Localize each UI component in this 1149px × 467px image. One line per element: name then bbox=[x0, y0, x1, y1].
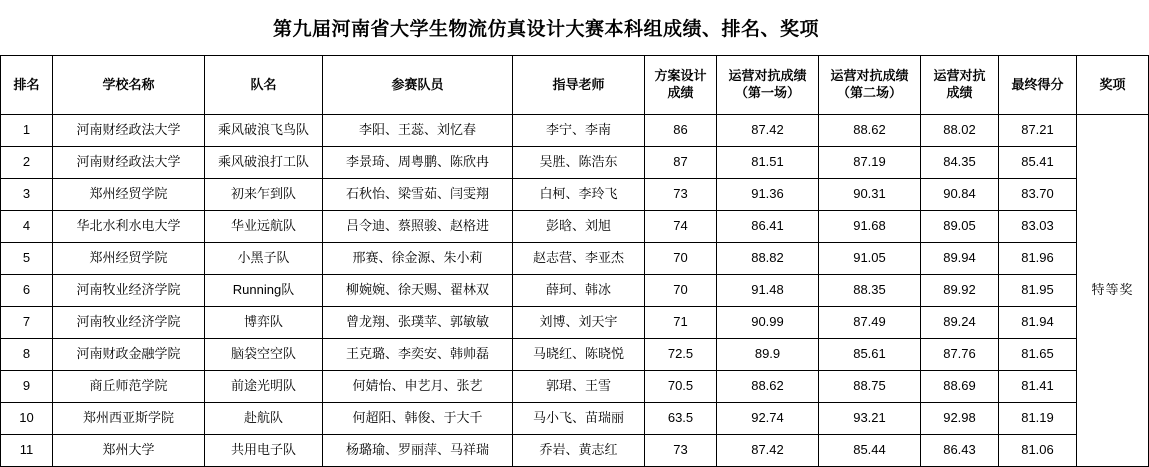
cell-final-score: 83.70 bbox=[999, 179, 1077, 211]
cell-plan-score: 71 bbox=[645, 307, 717, 339]
cell-rank: 4 bbox=[1, 211, 53, 243]
cell-school: 河南牧业经济学院 bbox=[53, 275, 205, 307]
cell-rank: 5 bbox=[1, 243, 53, 275]
cell-members: 杨璐瑜、罗丽萍、马祥瑞 bbox=[323, 435, 513, 467]
cell-final-score: 81.94 bbox=[999, 307, 1077, 339]
cell-operation-total: 89.92 bbox=[921, 275, 999, 307]
column-header-operation-round2 bbox=[819, 56, 921, 115]
cell-final-score: 81.95 bbox=[999, 275, 1077, 307]
cell-team: 脑袋空空队 bbox=[205, 339, 323, 371]
cell-school: 郑州经贸学院 bbox=[53, 243, 205, 275]
table-row bbox=[1, 371, 1149, 403]
column-header-plan-score-line2: 成绩 bbox=[667, 85, 694, 100]
cell-school: 河南财经政法大学 bbox=[53, 115, 205, 147]
cell-teacher: 马晓红、陈晓悦 bbox=[513, 339, 645, 371]
table-row bbox=[1, 115, 1149, 147]
table-row bbox=[1, 243, 1149, 275]
cell-rank: 6 bbox=[1, 275, 53, 307]
cell-operation-round2: 87.49 bbox=[819, 307, 921, 339]
cell-operation-total: 89.24 bbox=[921, 307, 999, 339]
cell-operation-round2: 91.68 bbox=[819, 211, 921, 243]
results-table bbox=[0, 55, 1149, 467]
column-header-operation-round2-line1: 运营对抗成绩 bbox=[830, 68, 909, 84]
cell-team: 前途光明队 bbox=[205, 371, 323, 403]
page-title: 第九届河南省大学生物流仿真设计大赛本科组成绩、排名、奖项 bbox=[272, 19, 819, 40]
cell-teacher: 刘博、刘天宇 bbox=[513, 307, 645, 339]
cell-operation-round2: 93.21 bbox=[819, 403, 921, 435]
column-header-rank: 排名 bbox=[1, 56, 53, 115]
cell-team: Running队 bbox=[205, 275, 323, 307]
cell-teacher: 李宁、李南 bbox=[513, 115, 645, 147]
cell-school: 郑州西亚斯学院 bbox=[53, 403, 205, 435]
cell-teacher: 薛珂、韩冰 bbox=[513, 275, 645, 307]
cell-members: 王克璐、李奕安、韩帅磊 bbox=[323, 339, 513, 371]
cell-operation-round2: 88.75 bbox=[819, 371, 921, 403]
column-header-operation-round2-line2: （第二场） bbox=[836, 85, 902, 100]
cell-operation-round2: 88.35 bbox=[819, 275, 921, 307]
cell-plan-score: 72.5 bbox=[645, 339, 717, 371]
cell-operation-total: 89.05 bbox=[921, 211, 999, 243]
cell-operation-round1: 90.99 bbox=[717, 307, 819, 339]
cell-plan-score: 70 bbox=[645, 275, 717, 307]
table-row bbox=[1, 435, 1149, 467]
cell-members: 石秋怡、梁雪茹、闫雯翔 bbox=[323, 179, 513, 211]
cell-final-score: 81.65 bbox=[999, 339, 1077, 371]
column-header-award: 奖项 bbox=[1077, 56, 1149, 115]
cell-operation-round1: 92.74 bbox=[717, 403, 819, 435]
cell-plan-score: 86 bbox=[645, 115, 717, 147]
cell-operation-round1: 86.41 bbox=[717, 211, 819, 243]
cell-team: 初来乍到队 bbox=[205, 179, 323, 211]
cell-operation-round1: 88.82 bbox=[717, 243, 819, 275]
cell-operation-round2: 90.31 bbox=[819, 179, 921, 211]
column-header-plan-score-line1: 方案设计 bbox=[654, 68, 707, 84]
table-row bbox=[1, 339, 1149, 371]
cell-team: 乘风破浪飞鸟队 bbox=[205, 115, 323, 147]
cell-school: 郑州大学 bbox=[53, 435, 205, 467]
cell-operation-round1: 91.48 bbox=[717, 275, 819, 307]
cell-teacher: 赵志营、李亚杰 bbox=[513, 243, 645, 275]
cell-operation-total: 86.43 bbox=[921, 435, 999, 467]
cell-plan-score: 73 bbox=[645, 435, 717, 467]
cell-operation-total: 92.98 bbox=[921, 403, 999, 435]
cell-plan-score: 74 bbox=[645, 211, 717, 243]
cell-final-score: 81.41 bbox=[999, 371, 1077, 403]
cell-final-score: 83.03 bbox=[999, 211, 1077, 243]
cell-operation-round2: 91.05 bbox=[819, 243, 921, 275]
cell-operation-round1: 88.62 bbox=[717, 371, 819, 403]
table-header-row bbox=[1, 56, 1149, 115]
cell-teacher: 彭晗、刘旭 bbox=[513, 211, 645, 243]
cell-school: 郑州经贸学院 bbox=[53, 179, 205, 211]
cell-members: 邢赛、徐金源、朱小莉 bbox=[323, 243, 513, 275]
cell-teacher: 白柯、李玲飞 bbox=[513, 179, 645, 211]
cell-members: 何婧怡、申艺月、张艺 bbox=[323, 371, 513, 403]
cell-team: 乘风破浪打工队 bbox=[205, 147, 323, 179]
cell-teacher: 郭珺、王雪 bbox=[513, 371, 645, 403]
cell-operation-round2: 88.62 bbox=[819, 115, 921, 147]
cell-operation-round1: 87.42 bbox=[717, 435, 819, 467]
cell-members: 吕令迪、蔡照骏、赵格进 bbox=[323, 211, 513, 243]
cell-members: 何超阳、韩俊、于大千 bbox=[323, 403, 513, 435]
column-header-operation-round1-line1: 运营对抗成绩 bbox=[728, 68, 807, 84]
cell-rank: 2 bbox=[1, 147, 53, 179]
cell-school: 河南财政金融学院 bbox=[53, 339, 205, 371]
cell-final-score: 81.19 bbox=[999, 403, 1077, 435]
cell-school: 河南牧业经济学院 bbox=[53, 307, 205, 339]
cell-final-score: 87.21 bbox=[999, 115, 1077, 147]
table-row bbox=[1, 403, 1149, 435]
cell-rank: 10 bbox=[1, 403, 53, 435]
cell-school: 商丘师范学院 bbox=[53, 371, 205, 403]
cell-final-score: 81.96 bbox=[999, 243, 1077, 275]
cell-plan-score: 63.5 bbox=[645, 403, 717, 435]
column-header-team: 队名 bbox=[205, 56, 323, 115]
cell-team: 共用电子队 bbox=[205, 435, 323, 467]
cell-teacher: 乔岩、黄志红 bbox=[513, 435, 645, 467]
column-header-operation-round1 bbox=[717, 56, 819, 115]
table-body bbox=[1, 115, 1149, 467]
cell-operation-round1: 91.36 bbox=[717, 179, 819, 211]
cell-team: 华业远航队 bbox=[205, 211, 323, 243]
column-header-operation-total-line1: 运营对抗 bbox=[933, 68, 986, 84]
cell-members: 李阳、王蕊、刘忆春 bbox=[323, 115, 513, 147]
column-header-plan-score bbox=[645, 56, 717, 115]
cell-operation-round2: 85.44 bbox=[819, 435, 921, 467]
cell-operation-total: 89.94 bbox=[921, 243, 999, 275]
cell-operation-round1: 81.51 bbox=[717, 147, 819, 179]
table-row bbox=[1, 275, 1149, 307]
table-row bbox=[1, 211, 1149, 243]
table-row bbox=[1, 307, 1149, 339]
cell-operation-total: 90.84 bbox=[921, 179, 999, 211]
cell-operation-total: 87.76 bbox=[921, 339, 999, 371]
cell-school: 河南财经政法大学 bbox=[53, 147, 205, 179]
cell-plan-score: 87 bbox=[645, 147, 717, 179]
table-row bbox=[1, 179, 1149, 211]
cell-members: 李景琦、周粤鹏、陈欣冉 bbox=[323, 147, 513, 179]
cell-team: 小黑子队 bbox=[205, 243, 323, 275]
cell-final-score: 85.41 bbox=[999, 147, 1077, 179]
cell-operation-total: 84.35 bbox=[921, 147, 999, 179]
column-header-operation-round1-line2: （第一场） bbox=[734, 85, 800, 100]
cell-teacher: 吴胜、陈浩东 bbox=[513, 147, 645, 179]
cell-members: 柳婉婉、徐天赐、翟林双 bbox=[323, 275, 513, 307]
column-header-teacher: 指导老师 bbox=[513, 56, 645, 115]
cell-teacher: 马小飞、苗瑞丽 bbox=[513, 403, 645, 435]
column-header-members: 参赛队员 bbox=[323, 56, 513, 115]
cell-rank: 7 bbox=[1, 307, 53, 339]
cell-rank: 1 bbox=[1, 115, 53, 147]
column-header-school: 学校名称 bbox=[53, 56, 205, 115]
column-header-final-score: 最终得分 bbox=[999, 56, 1077, 115]
table-row bbox=[1, 147, 1149, 179]
cell-rank: 8 bbox=[1, 339, 53, 371]
cell-award: 特等奖 bbox=[1077, 115, 1149, 467]
cell-plan-score: 70.5 bbox=[645, 371, 717, 403]
cell-operation-round2: 85.61 bbox=[819, 339, 921, 371]
cell-operation-total: 88.69 bbox=[921, 371, 999, 403]
column-header-operation-total-line2: 成绩 bbox=[946, 85, 973, 100]
cell-team: 赴航队 bbox=[205, 403, 323, 435]
cell-team: 博弈队 bbox=[205, 307, 323, 339]
cell-members: 曾龙翔、张璞苹、郭敏敏 bbox=[323, 307, 513, 339]
cell-plan-score: 70 bbox=[645, 243, 717, 275]
cell-operation-round1: 89.9 bbox=[717, 339, 819, 371]
cell-plan-score: 73 bbox=[645, 179, 717, 211]
cell-operation-total: 88.02 bbox=[921, 115, 999, 147]
cell-rank: 3 bbox=[1, 179, 53, 211]
cell-operation-round2: 87.19 bbox=[819, 147, 921, 179]
cell-final-score: 81.06 bbox=[999, 435, 1077, 467]
cell-school: 华北水利水电大学 bbox=[53, 211, 205, 243]
column-header-operation-total bbox=[921, 56, 999, 115]
cell-rank: 9 bbox=[1, 371, 53, 403]
cell-rank: 11 bbox=[1, 435, 53, 467]
cell-operation-round1: 87.42 bbox=[717, 115, 819, 147]
